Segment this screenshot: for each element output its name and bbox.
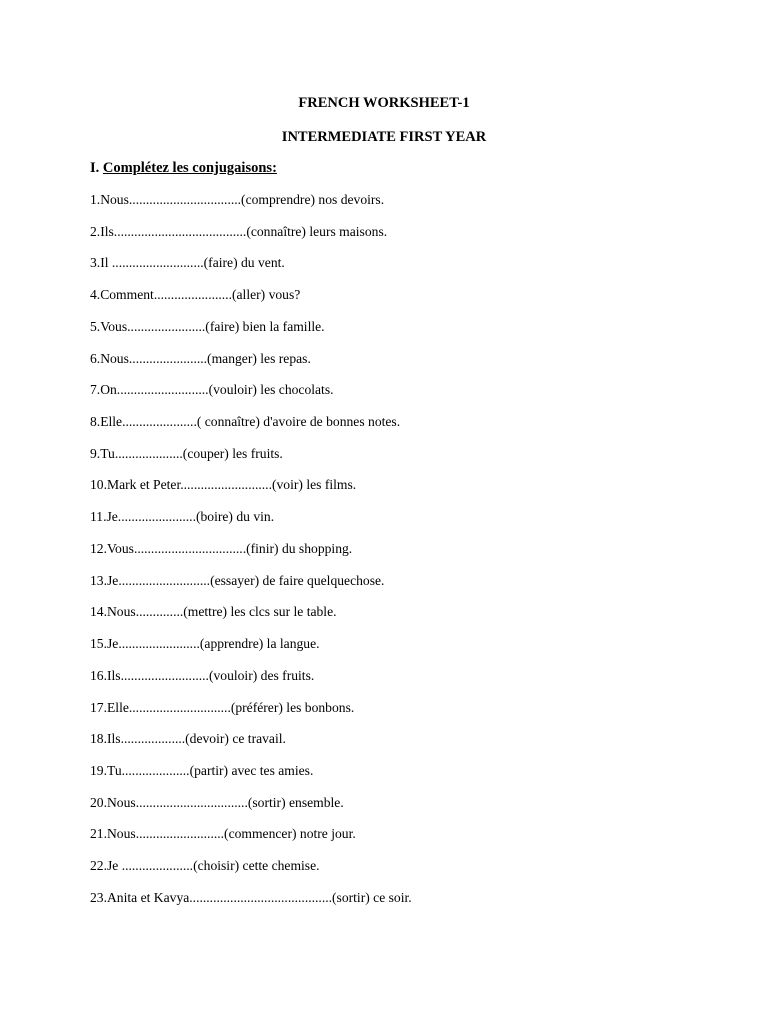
exercise-item: 13.Je...........................(essayer) de faire quelquechose. (90, 572, 385, 588)
exercise-item: 11.Je.......................(boire) du vin. (90, 509, 275, 525)
exercise-item: 9.Tu....................(couper) les fruits. (90, 445, 283, 461)
exercise-item: 8.Elle......................( connaître) d'avoire de bonnes notes. (90, 414, 401, 430)
worksheet-subtitle: INTERMEDIATE FIRST YEAR (281, 129, 487, 145)
exercise-item: 6.Nous.......................(manger) les repas. (90, 350, 311, 366)
exercise-item: 20.Nous.................................(sortir) ensemble. (90, 794, 344, 810)
section-instruction: Complétez les conjugaisons: (102, 160, 277, 176)
exercise-item: 2.Ils.......................................(connaître) leurs maisons. (90, 223, 388, 239)
exercise-item: 14.Nous..............(mettre) les clcs sur le table. (90, 604, 337, 620)
section-heading (90, 159, 277, 177)
exercise-item: 18.Ils...................(devoir) ce travail. (90, 731, 286, 747)
exercise-item: 16.Ils..........................(vouloir) des fruits. (90, 667, 315, 683)
exercise-item: 7.On...........................(vouloir) les chocolats. (90, 382, 334, 398)
exercise-item: 22.Je .....................(choisir) cette chemise. (90, 858, 320, 874)
exercise-item: 4.Comment.......................(aller) vous? (90, 287, 301, 303)
exercise-item: 19.Tu....................(partir) avec tes amies. (90, 762, 314, 778)
exercise-item: 23.Anita et Kavya..........................................(sortir) ce soir. (90, 889, 412, 905)
worksheet-title: FRENCH WORKSHEET-1 (298, 95, 470, 111)
exercise-item: 17.Elle..............................(préférer) les bonbons. (90, 699, 355, 715)
exercise-item: 12.Vous.................................(finir) du shopping. (90, 540, 353, 556)
exercise-item: 10.Mark et Peter...........................(voir) les films. (90, 477, 357, 493)
section-number: I. (90, 160, 100, 176)
exercise-item: 5.Vous.......................(faire) bien la famille. (90, 318, 325, 334)
exercise-list (90, 191, 412, 921)
exercise-item: 3.Il ...........................(faire) du vent. (90, 255, 285, 271)
exercise-item: 1.Nous.................................(comprendre) nos devoirs. (90, 192, 385, 207)
exercise-item: 15.Je........................(apprendre) la langue. (90, 636, 320, 652)
exercise-item: 21.Nous..........................(commencer) notre jour. (90, 826, 356, 842)
